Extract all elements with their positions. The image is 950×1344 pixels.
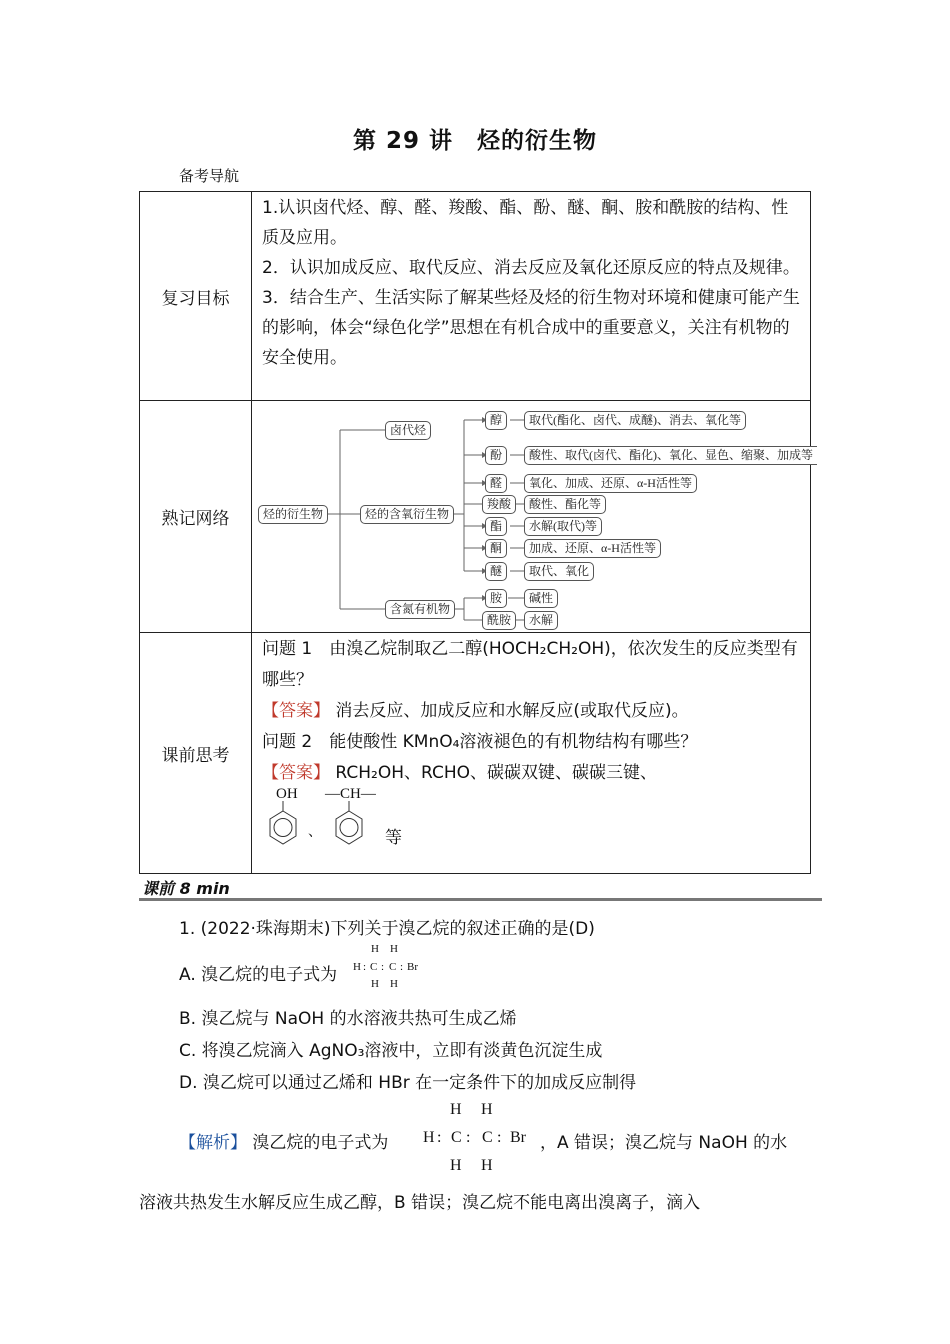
ef-h: H	[353, 961, 361, 973]
ef-h: H	[423, 1129, 435, 1146]
etc-label: 等	[385, 828, 402, 848]
node-ketone: 酮	[485, 539, 507, 558]
nav-label: 备考导航	[179, 167, 240, 185]
answer-1-text: 消去反应、加成反应和水解反应(或取代反应)。	[335, 701, 689, 721]
ef-h: H	[481, 1101, 493, 1118]
answer-2-text: RCH₂OH、RCHO、碳碳双键、碳碳三键、	[335, 763, 658, 783]
goal-3: 3．结合生产、生活实际了解某些烃及烃的衍生物对环境和健康可能产生的影响，体会“绿色化学”思想在有机合成中的重要意义，关注有机物的安全使用。	[262, 288, 800, 368]
option-a: A. 溴乙烷的电子式为	[179, 965, 338, 985]
analysis-tag: 【解析】	[179, 1133, 247, 1153]
concept-map	[252, 401, 813, 632]
props-acid: 酸性、酯化等	[524, 495, 606, 514]
ef-h: H	[450, 1101, 462, 1118]
props-alcohol: 取代(酯化、卤代、成醚)、消去、氧化等	[524, 411, 746, 430]
question-stem: 1. (2022·珠海期末)下列关于溴乙烷的叙述正确的是(D)	[179, 919, 595, 939]
analysis-text-3: 溶液共热发生水解反应生成乙醇，B 错误；溴乙烷不能电离出溴离子，滴入	[139, 1193, 701, 1213]
ef-c: C	[451, 1129, 462, 1146]
review-goals	[252, 192, 811, 401]
electron-formula-small: H H H : C : C : Br H H	[353, 943, 418, 990]
node-alcohol: 醇	[485, 411, 507, 430]
ef-c: C	[370, 961, 378, 973]
ef-h: H	[371, 943, 379, 955]
node-phenol: 酚	[485, 446, 507, 465]
ef-h: H	[450, 1157, 462, 1174]
network-cell	[252, 401, 811, 633]
review-label: 复习目标	[140, 192, 252, 401]
benzyl-ring-icon	[328, 799, 368, 859]
node-halo: 卤代烃	[385, 421, 431, 440]
props-amide: 水解	[524, 611, 558, 630]
option-d: D. 溴乙烷可以通过乙烯和 HBr 在一定条件下的加成反应制得	[179, 1073, 637, 1093]
analysis-line-1	[179, 1128, 388, 1153]
think-label: 课前思考	[140, 633, 252, 874]
network-label: 熟记网络	[140, 401, 252, 633]
props-ester: 水解(取代)等	[524, 517, 602, 536]
analysis-text-2: ，A 错误；溴乙烷与 NaOH 的水	[540, 1133, 788, 1153]
answer-1	[262, 696, 804, 727]
node-acid: 羧酸	[482, 495, 516, 514]
option-b: B. 溴乙烷与 NaOH 的水溶液共热可生成乙烯	[179, 1009, 517, 1029]
think-body	[252, 633, 811, 874]
node-ether: 醚	[485, 562, 507, 581]
answer-tag: 【答案】	[262, 701, 330, 721]
benzyl-ch-label: —CH—	[325, 786, 376, 802]
structure-separator: 、	[308, 824, 322, 840]
goal-2: 2．认识加成反应、取代反应、消去反应及氧化还原反应的特点及规律。	[262, 258, 800, 278]
props-amine: 碱性	[524, 589, 558, 608]
node-aldehyde: 醛	[485, 474, 507, 493]
props-aldehyde: 氧化、加成、还原、α-H活性等	[524, 474, 697, 493]
ef-h: H	[390, 943, 398, 955]
node-ester: 酯	[485, 517, 507, 536]
node-oxy: 烃的含氧衍生物	[360, 505, 454, 524]
section-title: 课前 8 min	[142, 879, 230, 898]
ef-c: C	[482, 1129, 493, 1146]
node-root: 烃的衍生物	[258, 505, 328, 524]
option-c: C. 将溴乙烷滴入 AgNO₃溶液中，立即有淡黄色沉淀生成	[179, 1041, 603, 1061]
page-title: 第 29 讲 烃的衍生物	[352, 128, 598, 154]
ef-h: H	[481, 1157, 493, 1174]
question-1: 问题 1 由溴乙烷制取乙二醇(HOCH₂CH₂OH)，依次发生的反应类型有哪些？	[262, 639, 798, 690]
goal-1: 1.认识卤代烃、醇、醛、羧酸、酯、酚、醚、酮、胺和酰胺的结构、性质及应用。	[262, 198, 789, 248]
node-nitro: 含氮有机物	[385, 600, 455, 619]
node-amine: 胺	[485, 589, 507, 608]
ef-c: C	[389, 961, 397, 973]
phenol-oh-label: OH	[276, 786, 298, 802]
node-amide: 酰胺	[482, 611, 516, 630]
ef-h: H	[390, 978, 398, 990]
analysis-text-1: 溴乙烷的电子式为	[252, 1133, 389, 1153]
question-2: 问题 2 能使酸性 KMnO₄溶液褪色的有机物结构有哪些？	[262, 732, 698, 752]
props-phenol: 酸性、取代(卤代、酯化)、氧化、显色、缩聚、加成等	[524, 446, 817, 465]
ef-br: Br	[510, 1129, 526, 1146]
guide-table	[139, 191, 811, 874]
section-divider	[139, 876, 822, 901]
electron-formula-large: H H H : C : C : Br H H	[423, 1101, 526, 1174]
answer-tag: 【答案】	[262, 763, 330, 783]
props-ketone: 加成、还原、α-H活性等	[524, 539, 661, 558]
ef-h: H	[371, 978, 379, 990]
structures	[262, 786, 804, 869]
props-ether: 取代、氧化	[524, 562, 594, 581]
phenol-ring-icon	[262, 799, 302, 859]
ef-br: Br	[407, 961, 418, 973]
